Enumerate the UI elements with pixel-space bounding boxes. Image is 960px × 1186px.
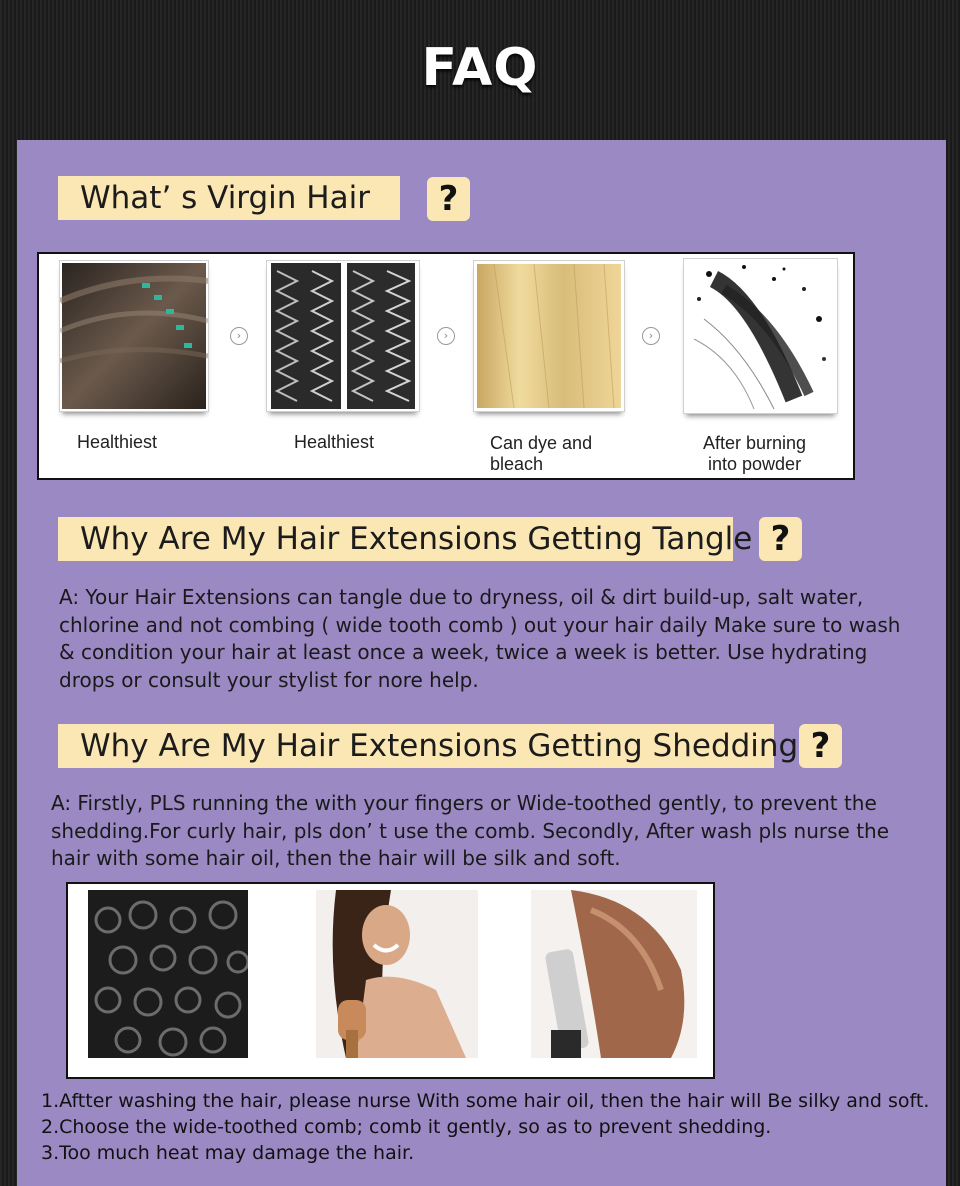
answer-line: A: Firstly, PLS running the with your fingers or Wide-toothed gently, to prevent the xyxy=(51,791,877,815)
question-mark-icon: ? xyxy=(427,177,470,221)
woman-brushing-picture xyxy=(316,890,478,1058)
burnt-hair-picture xyxy=(684,259,837,413)
question-mark-icon: ? xyxy=(799,724,842,768)
blonde-hair-image xyxy=(473,260,625,412)
curling-iron-hair-photo xyxy=(531,890,697,1058)
answer-line: drops or consult your stylist for nore help. xyxy=(59,667,479,692)
answer-tangle xyxy=(59,584,900,694)
curly-hair-photo xyxy=(88,890,248,1058)
burnt-hair-powder-image xyxy=(683,258,838,414)
caption-healthiest-1: Healthiest xyxy=(77,432,158,452)
caption-after-burning xyxy=(703,433,806,475)
curly-hair-picture xyxy=(88,890,248,1058)
hair-bundles-picture xyxy=(60,261,208,411)
faq-title: FAQ xyxy=(421,38,539,98)
question-shedding: Why Are My Hair Extensions Getting Shedding xyxy=(58,724,774,768)
tip-3: 3.Too much heat may damage the hair. xyxy=(41,1142,415,1164)
arrow-right-icon: › xyxy=(437,327,455,345)
question-tangle: Why Are My Hair Extensions Getting Tangle xyxy=(58,517,733,561)
wavy-hair-image xyxy=(266,260,420,412)
answer-line: hair with some hair oil, then the hair will be silk and soft. xyxy=(51,846,621,870)
arrow-right-icon: › xyxy=(642,327,660,345)
curling-iron-picture xyxy=(531,890,697,1058)
caption-healthiest-2: Healthiest xyxy=(294,432,375,452)
woman-brushing-hair-photo xyxy=(316,890,478,1058)
answer-shedding xyxy=(51,790,889,873)
hair-care-image-strip xyxy=(66,882,715,1079)
answer-line: A: Your Hair Extensions can tangle due to dryness, oil & dirt build-up, salt water, xyxy=(59,585,864,609)
question-mark-icon: ? xyxy=(759,517,802,561)
question-virgin-hair: What’ s Virgin Hair xyxy=(58,176,400,220)
blonde-hair-picture xyxy=(474,261,624,411)
tip-1: 1.Aftter washing the hair, please nurse With some hair oil, then the hair will Be silky and soft. xyxy=(41,1090,930,1112)
arrow-right-icon: › xyxy=(230,327,248,345)
answer-line: chlorine and not combing ( wide tooth comb ) out your hair daily Make sure to wash xyxy=(59,612,901,637)
answer-line: shedding.For curly hair, pls don’ t use the comb. Secondly, After wash pls nurse the xyxy=(51,818,890,843)
virgin-hair-image-strip xyxy=(37,252,855,480)
caption-can-dye-line1: Can dye and bleach xyxy=(490,433,593,474)
tip-2: 2.Choose the wide-toothed comb; comb it gently, so as to prevent shedding. xyxy=(41,1116,772,1138)
caption-after-burning-line1: After burning into powder xyxy=(703,433,807,474)
wavy-hair-picture xyxy=(267,261,419,411)
hair-bundles-image xyxy=(59,260,209,412)
caption-can-dye xyxy=(490,433,592,475)
answer-line: & condition your hair at least once a week, twice a week is better. Use hydrating xyxy=(59,640,868,664)
